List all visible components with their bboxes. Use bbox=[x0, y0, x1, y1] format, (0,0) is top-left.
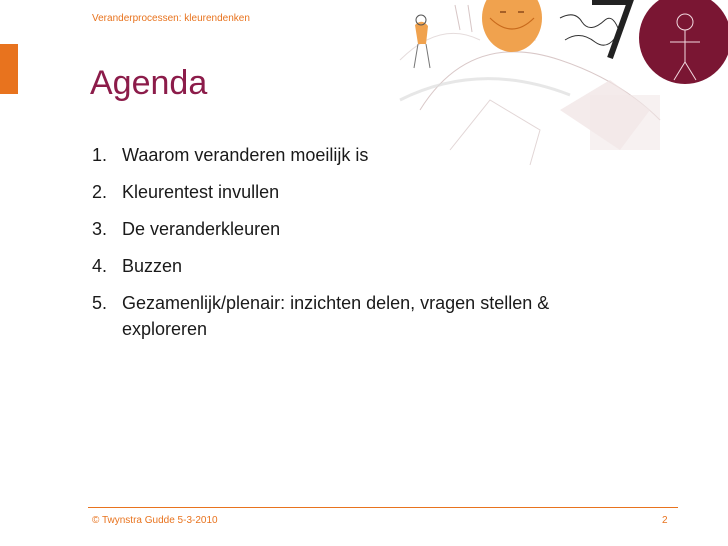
agenda-item-text: Waarom veranderen moeilijk is bbox=[122, 145, 369, 165]
agenda-item-number: 1. bbox=[92, 145, 108, 165]
page-number: 2 bbox=[662, 515, 668, 526]
agenda-item bbox=[92, 142, 632, 168]
agenda-item-number: 2. bbox=[92, 182, 108, 202]
agenda-item-text: De veranderkleuren bbox=[122, 219, 281, 239]
slide-title: Agenda bbox=[90, 64, 208, 102]
agenda-item bbox=[92, 253, 632, 279]
running-title: Veranderprocessen: kleurendenken bbox=[92, 13, 250, 24]
agenda-item bbox=[92, 290, 632, 342]
accent-bar bbox=[0, 44, 18, 94]
agenda-item-number: 5. bbox=[92, 293, 108, 313]
agenda-item-text: Kleurentest invullen bbox=[122, 182, 280, 202]
agenda-item-number: 4. bbox=[92, 256, 108, 276]
agenda-item bbox=[92, 179, 632, 205]
footer-divider bbox=[88, 507, 678, 508]
agenda-list bbox=[92, 142, 632, 353]
footer-copyright: © Twynstra Gudde 5-3-2010 bbox=[92, 515, 218, 526]
agenda-item-text: Gezamenlijk/plenair: inzichten delen, vragen stellen & exploreren bbox=[122, 293, 550, 339]
agenda-item-text: Buzzen bbox=[122, 256, 183, 276]
agenda-item-number: 3. bbox=[92, 219, 108, 239]
agenda-item bbox=[92, 216, 632, 242]
